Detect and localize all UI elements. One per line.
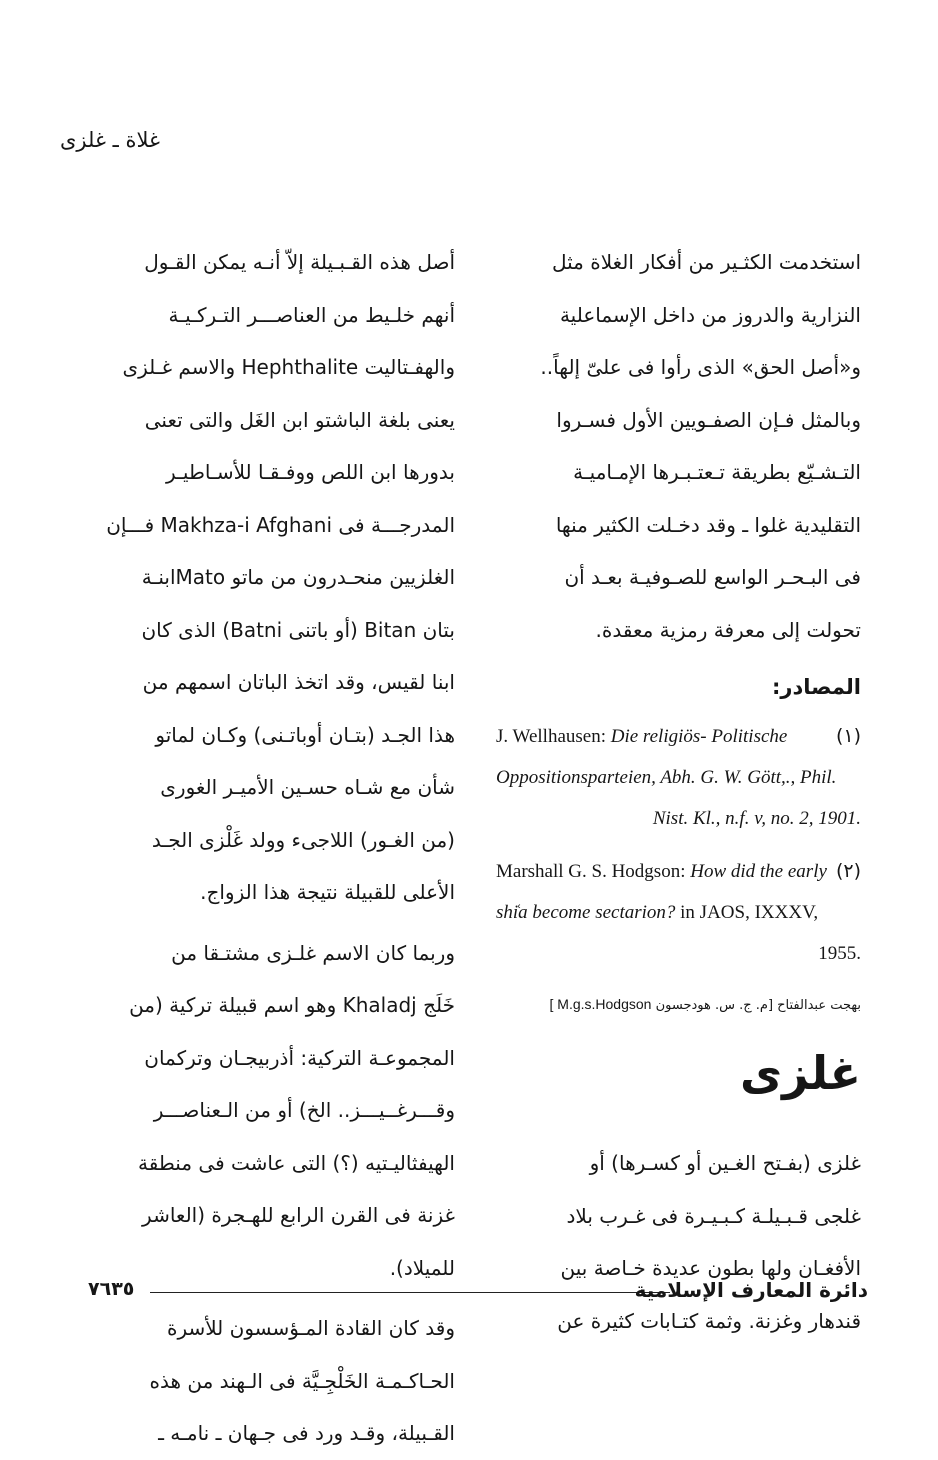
text-line: شأن مع شـاه حسـين الأميـر الغورى [160, 775, 455, 799]
right-column [496, 236, 861, 1347]
paragraph-dynasty [90, 1302, 455, 1460]
text-line: وربما كان الاسم غلـزى مشتـقا من [171, 940, 455, 965]
text-line: للميلاد). [389, 1255, 455, 1280]
text-line: أنهم خلـيط من العناصـــر التـركـيـة [168, 302, 455, 327]
text-line: والهفـتاليت Hephthalite والاسم غـلزى [122, 355, 455, 379]
text-line: قندهار وغزنة. وثمة كتـابات كثيرة عن [557, 1308, 861, 1333]
text-line: الأعلى للقبيلة نتيجة هذا الزواج. [200, 880, 455, 904]
text-line: أصل هذه القـبـيلة إلاّ أنـه يمكن القـول [144, 250, 455, 274]
paragraph-origin [90, 236, 455, 919]
reference-item [496, 716, 861, 839]
text-line: تحولت إلى معرفة رمزية معقدة. [595, 617, 861, 642]
footer-title: دائرة المعارف الإسلامية [634, 1278, 868, 1302]
text-line: وبالمثل فـإن الصفـويين الأول فسـروا [556, 407, 861, 432]
text-line: فى البـحـر الواسع للصـوفيـة بعـد أن [564, 565, 861, 589]
text-line: وقـــرغــيـــز.. الخ) أو من الـعناصـــر [153, 1098, 455, 1122]
entry-paragraph [496, 1137, 861, 1347]
text-line: المدرجـــة فى Makhza-i Afghani فـــإن [106, 512, 455, 537]
text-line: (من الغـور) اللاجىء وولد غَلْزى الجـد [151, 827, 455, 852]
signature-latin: M.g.s.Hodgson ] [549, 996, 652, 1012]
reference-number: (١) [835, 725, 861, 747]
page-number: ٧٦٣٥ [88, 1278, 135, 1300]
sources-heading: المصادر: [771, 675, 861, 699]
text-line: الهيفثاليـتيه (؟) التى عاشت فى منطقة [138, 1150, 455, 1175]
text-line: غلجى قـبـيلـة كـبـيـرة فى غـرب بلاد [566, 1203, 861, 1228]
reference-item [496, 851, 861, 974]
reference-title: How did the early shi͑a become sectarion? [496, 861, 827, 923]
text-line: بدورها ابن اللص ووفـقـا للأسـاطيـر [166, 460, 455, 484]
signature-arabic: بهجت عبدالفتاح [م. ج. س. هودجسون [655, 998, 861, 1013]
reference-number: (٢) [835, 860, 861, 882]
text-line: وقد كان القادة المـؤسسون للأسرة [166, 1316, 455, 1340]
text-line: القـبيلة، وقـد ورد فى جـهان ـ نامـه ـ [158, 1421, 455, 1445]
text-line: الأفغـان ولها بطون عديدة خـاصة بين [560, 1256, 861, 1280]
reference-author: Marshall G. S. Hodgson: [496, 861, 691, 882]
entry-title: غلزى [740, 1046, 861, 1100]
text-line: بتان Bitan (أو باتنى Batni) الذى كان [141, 617, 455, 642]
paragraph-etymology [90, 927, 455, 1295]
intro-paragraph [496, 236, 861, 656]
text-line: غزنة فى القرن الرابع للهـجرة (العاشر [142, 1203, 455, 1227]
reference-rest: in JAOS, IXXXV, 1955. [675, 902, 861, 964]
footer-rule [150, 1292, 670, 1293]
reference-author: J. Wellhausen: [496, 726, 611, 747]
running-head: غلاة ـ غلزى [60, 128, 160, 152]
text-line: المجموعـة التركية: أذربيجـان وتركمان [144, 1045, 455, 1070]
text-line: ابنا لقيس، وقد اتخذ الباتان اسمهم من [142, 670, 455, 694]
text-line: الغلزيين منحـدرون من ماتو Matoابنـة [141, 565, 455, 589]
text-line: الحـاكـمـة الخَلْجِـيَّة فى الـهند من هذه [149, 1368, 455, 1393]
text-line: التقليدية غلوا ـ وقد دخـلت الكثير منها [555, 512, 861, 537]
left-column [90, 236, 455, 1460]
text-line: استخدمت الكثـير من أفكار الغلاة مثل [551, 250, 861, 274]
text-line: غلزى (بفـتح الغـين أو كسـرها) أو [589, 1151, 861, 1175]
text-line: يعنى بلغة الباشتو ابن الغَل والتى تعنى [144, 407, 455, 432]
text-line: النزارية والدروز من داخل الإسماعلية [559, 302, 861, 327]
reference-title: Die religiös- Politische Oppositionsparteien, Abh. G. W. Gött,., Phil. Nist. Kl., n.f. v, no. 2, 1901. [496, 726, 861, 829]
text-line: و«أصل الحق» الذى رأوا فى علىّ إلهاً.. [540, 355, 861, 379]
text-line: التـشـيّع بطريقة تـعتـبـرها الإمـاميـة [573, 460, 861, 484]
author-signature [496, 996, 861, 1013]
text-line: خَلَج Khaladj وهو اسم قبيلة تركية (من [129, 993, 455, 1017]
text-line: هذا الجـد (بتـان أوباتـنى) وكـان لماتو [155, 722, 455, 747]
